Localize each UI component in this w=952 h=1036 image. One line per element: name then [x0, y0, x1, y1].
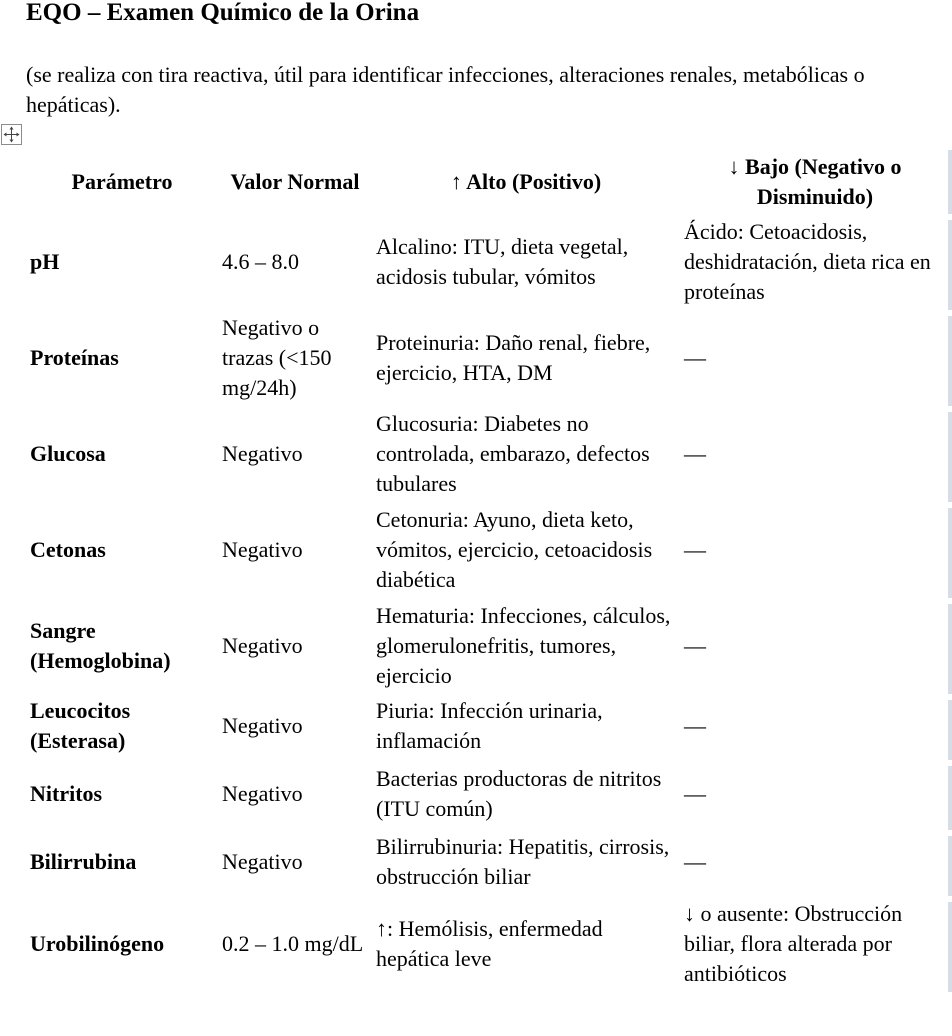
header-parameter: Parámetro [71, 169, 173, 194]
header-low: ↓ Bajo (Negativo o Disminuido) [728, 154, 902, 209]
table-row [26, 502, 950, 598]
high-cell: Bacterias productoras de nitritos (ITU común) [376, 766, 662, 821]
table-row [26, 406, 950, 502]
move-cross-icon[interactable] [1, 124, 22, 145]
header-normal-value: Valor Normal [230, 169, 360, 194]
high-cell: Glucosuria: Diabetes no controlada, embarazo, defectos tubulares [376, 411, 650, 496]
high-cell: Piuria: Infección urinaria, inflamación [376, 698, 603, 753]
normal-value-cell: Negativo [222, 849, 303, 874]
normal-value-cell: Negativo [222, 781, 303, 806]
low-cell: — [684, 713, 706, 738]
high-cell: Cetonuria: Ayuno, dieta keto, vómitos, ejercicio, cetoacidosis diabética [376, 507, 653, 592]
parameter-cell: Nitritos [30, 781, 103, 806]
table-row [26, 598, 950, 694]
normal-value-cell: Negativo [222, 537, 303, 562]
low-cell: — [684, 537, 706, 562]
table-row [26, 694, 950, 758]
parameter-cell: pH [30, 249, 60, 274]
normal-value-cell: Negativo [222, 441, 303, 466]
normal-value-cell: Negativo o trazas (<150 mg/24h) [222, 315, 332, 400]
table-row [26, 830, 950, 894]
low-cell: — [684, 849, 706, 874]
normal-value-cell: 0.2 – 1.0 mg/dL [222, 931, 364, 956]
table-row [26, 894, 950, 994]
parameter-cell: Leucocitos (Esterasa) [30, 698, 131, 753]
high-cell: Hematuria: Infecciones, cálculos, glomerulonefritis, tumores, ejercicio [376, 603, 671, 688]
parameter-cell: Glucosa [30, 441, 106, 466]
table-row [26, 310, 950, 406]
header-high: ↑ Alto (Positivo) [450, 169, 602, 194]
high-cell: Bilirrubinuria: Hepatitis, cirrosis, obstrucción biliar [376, 834, 670, 889]
low-cell: — [684, 345, 706, 370]
table-row [26, 758, 950, 830]
low-cell: — [684, 781, 706, 806]
normal-value-cell: Negativo [222, 633, 303, 658]
parameter-cell: Urobilinógeno [30, 931, 165, 956]
low-cell: — [684, 441, 706, 466]
normal-value-cell: 4.6 – 8.0 [222, 249, 299, 274]
low-cell: — [684, 633, 706, 658]
parameter-cell: Cetonas [30, 537, 106, 562]
table-header-row [26, 150, 950, 214]
high-cell: Alcalino: ITU, dieta vegetal, acidosis tubular, vómitos [376, 234, 629, 289]
high-cell: ↑: Hemólisis, enfermedad hepática leve [376, 916, 603, 971]
intro-paragraph: (se realiza con tira reactiva, útil para identificar infecciones, alteraciones renales, metabólicas o hepáticas). [26, 62, 865, 117]
eqo-table [26, 150, 950, 994]
parameter-cell: Proteínas [30, 345, 119, 370]
parameter-cell: Bilirrubina [30, 849, 137, 874]
low-cell: ↓ o ausente: Obstrucción biliar, flora alterada por antibióticos [684, 901, 903, 986]
low-cell: Ácido: Cetoacidosis, deshidratación, dieta rica en proteínas [684, 219, 931, 304]
parameter-cell: Sangre (Hemoglobina) [30, 618, 171, 673]
document-title: EQO – Examen Químico de la Orina [26, 0, 420, 26]
high-cell: Proteinuria: Daño renal, fiebre, ejercicio, HTA, DM [376, 330, 651, 385]
table-row [26, 214, 950, 310]
normal-value-cell: Negativo [222, 713, 303, 738]
